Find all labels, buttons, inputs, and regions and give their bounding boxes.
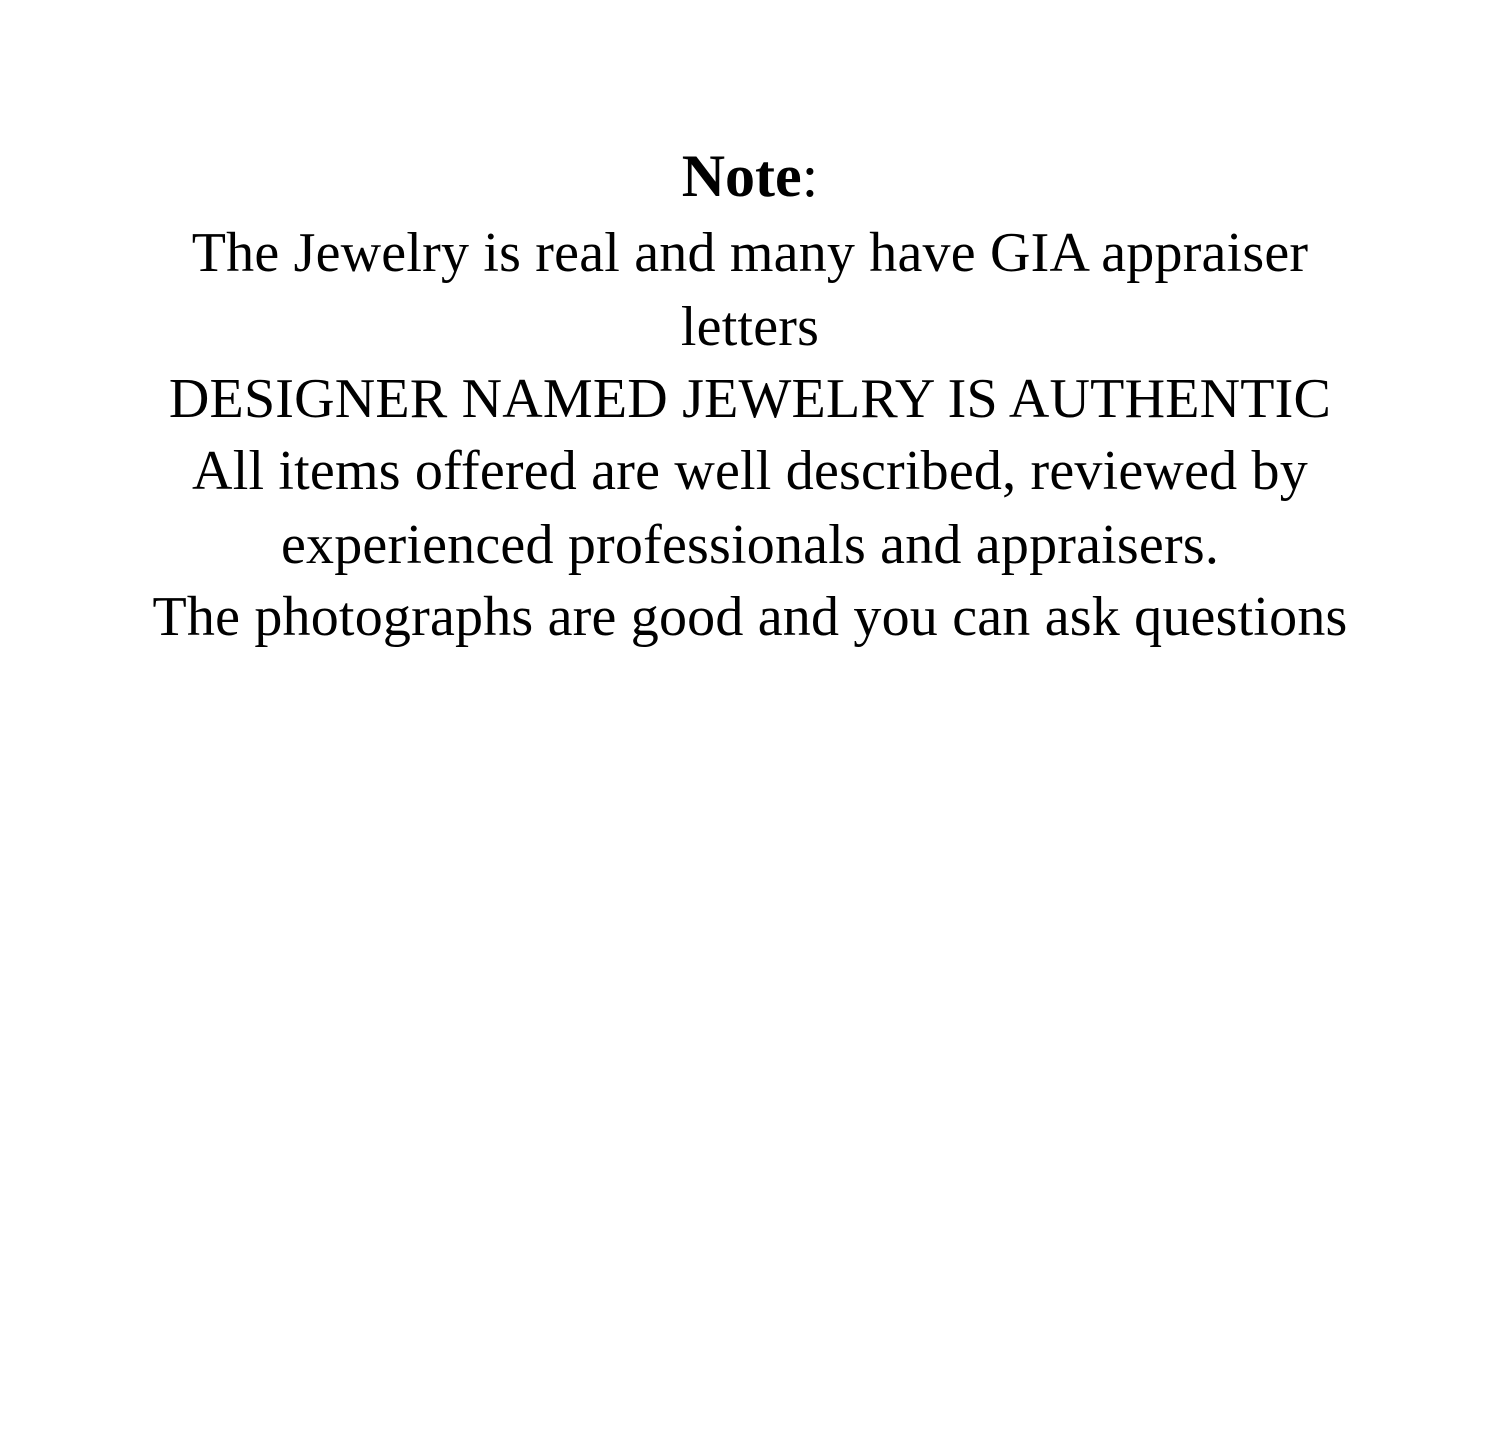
note-paragraph-3: All items offered are well described, reviewed by experienced professionals and appraisers. xyxy=(192,439,1308,576)
note-heading-punctuation: : xyxy=(801,143,819,209)
note-paragraph-1: The Jewelry is real and many have GIA appraiser letters xyxy=(191,222,1309,359)
note-paragraph-4: The photographs are good and you can ask questions xyxy=(152,585,1348,648)
note-heading xyxy=(150,140,1350,213)
note-heading-label: Note xyxy=(681,143,802,209)
note-block xyxy=(150,140,1350,655)
note-paragraph-2: DESIGNER NAMED JEWELRY IS AUTHENTIC xyxy=(168,368,1332,430)
